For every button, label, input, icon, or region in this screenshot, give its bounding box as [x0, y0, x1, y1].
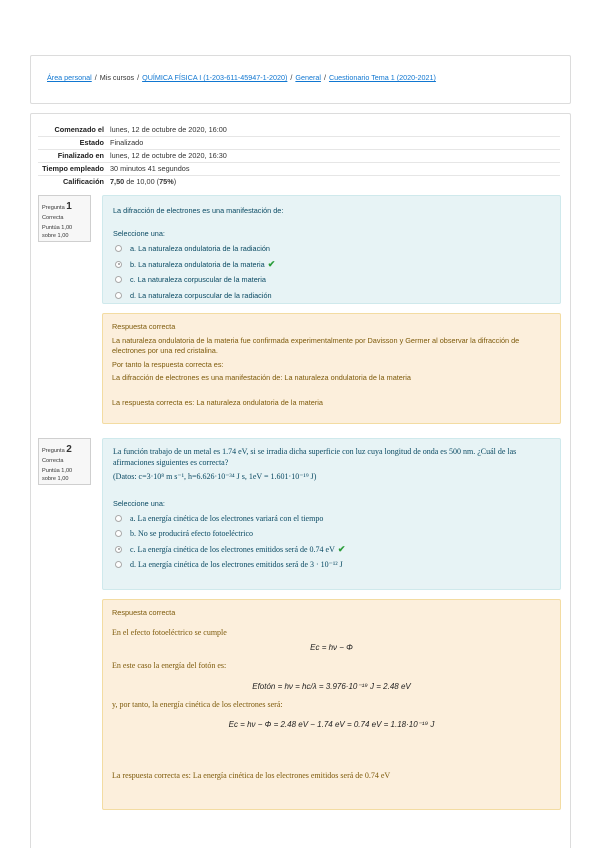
breadcrumb-quiz-link[interactable]: Cuestionario Tema 1 (2020-2021) [328, 73, 436, 82]
answer-option-b[interactable] [113, 526, 550, 542]
breadcrumb-separator: / [323, 73, 326, 82]
summary-label: Calificación [38, 175, 110, 188]
answer-option-a[interactable] [113, 511, 550, 527]
breadcrumb-separator: / [290, 73, 293, 82]
equation-1: Ec = hν − Φ [310, 643, 353, 653]
answer-label: b. No se producirá efecto fotoeléctrico [130, 529, 254, 539]
grade-line: Puntúa 1,00 [42, 468, 73, 475]
equation-3: Ec = hν − Φ = 2.48 eV − 1.74 eV = 0.74 eV = 1.18·10⁻¹⁹ J [228, 719, 435, 729]
question-1-formulation [102, 195, 561, 304]
question-state: Correcta [42, 458, 64, 464]
answer-label: d. La energía cinética de los electrones emitidos será de 3 · 10⁻¹² J [130, 560, 343, 570]
breadcrumb [47, 73, 436, 82]
summary-label: Finalizado en [38, 149, 110, 162]
feedback-title: Respuesta correcta [112, 322, 176, 331]
question-2-info [38, 438, 91, 485]
feedback-text: En el efecto fotoeléctrico se cumple [112, 627, 227, 637]
summary-label: Estado [38, 136, 110, 149]
radio-button[interactable] [115, 245, 122, 252]
answer-option-b[interactable] [113, 257, 550, 273]
radio-button-selected[interactable] [115, 261, 122, 268]
select-label: Seleccione una: [113, 498, 165, 508]
grade-line: Puntúa 1,00 [42, 225, 73, 232]
feedback-title: Respuesta correcta [112, 608, 176, 617]
grade-close: ) [173, 177, 177, 187]
summary-row [38, 136, 560, 149]
answer-option-d[interactable] [113, 557, 550, 573]
answer-label: a. La naturaleza ondulatoria de la radiación [130, 244, 270, 254]
select-label: Seleccione una: [113, 229, 165, 238]
equation-2: Efotón = hν = hc/λ = 3.976·10⁻¹⁹ J = 2.48 eV [252, 682, 411, 692]
feedback-text: La difracción de electrones es una manifestación de: La naturaleza ondulatoria de la materia [112, 373, 411, 383]
question-number [42, 200, 87, 213]
answer-label: c. La naturaleza corpuscular de la materia [130, 275, 266, 285]
question-data: (Datos: c=3·10⁸ m s⁻¹, h=6.626·10⁻³⁴ J s, 1eV = 1.601·10⁻¹⁹ J) [113, 471, 317, 481]
question-grade [42, 468, 87, 483]
attempt-summary-table [38, 123, 560, 188]
question-1-info [38, 195, 91, 242]
right-answer: La respuesta correcta es: La naturaleza ondulatoria de la materia [112, 397, 323, 407]
question-number-value: 2 [66, 444, 72, 455]
summary-value: lunes, 12 de octubre de 2020, 16:30 [110, 149, 560, 162]
summary-value: lunes, 12 de octubre de 2020, 16:00 [110, 124, 227, 134]
question-number-value: 1 [66, 201, 72, 212]
question-1-feedback [102, 313, 561, 424]
question-number [42, 443, 87, 456]
grade-suffix: de 10,00 ( [126, 177, 160, 187]
check-icon: ✔ [337, 543, 346, 554]
breadcrumb-my-courses: Mis cursos [99, 73, 135, 82]
summary-value: Finalizado [110, 136, 560, 149]
question-2-feedback [102, 599, 561, 810]
radio-button[interactable] [115, 561, 122, 568]
breadcrumb-separator: / [137, 73, 140, 82]
summary-row [38, 162, 560, 175]
breadcrumb-course-link[interactable]: QUÍMICA FÍSICA I (1-203-611-45947-1-2020) [142, 73, 288, 82]
question-text: La difracción de electrones es una manifestación de: [113, 206, 284, 215]
feedback-text: Por tanto la respuesta correcta es: [112, 359, 224, 369]
summary-row [38, 149, 560, 162]
radio-button[interactable] [115, 276, 122, 283]
answer-label: a. La energía cinética de los electrones variará con el tiempo [130, 513, 324, 523]
right-answer: La respuesta correcta es: La energía cinética de los electrones emitidos será de 0.74 eV [112, 771, 391, 781]
answer-options [113, 241, 550, 303]
question-label: Pregunta [42, 448, 65, 454]
breadcrumb-panel [30, 55, 571, 104]
answer-label: d. La naturaleza corpuscular de la radiación [130, 290, 272, 300]
feedback-text: y, por tanto, la energía cinética de los electrones será: [112, 699, 283, 709]
radio-button-selected[interactable] [115, 546, 122, 553]
summary-label: Tiempo empleado [38, 162, 110, 175]
answer-label: c. La energía cinética de los electrones emitidos será de 0.74 eV [130, 544, 335, 554]
grade-line: sobre 1,00 [42, 475, 69, 482]
answer-option-d[interactable] [113, 288, 550, 304]
grade-line: sobre 1,00 [42, 232, 69, 239]
question-grade [42, 225, 87, 240]
question-label: Pregunta [42, 205, 65, 211]
summary-row [38, 123, 560, 136]
summary-value: 30 minutos 41 segundos [110, 162, 560, 175]
check-icon: ✔ [267, 258, 276, 269]
feedback-text: La naturaleza ondulatoria de la materia fue confirmada experimentalmente por Davisson y Germer al observar la difracción de electrones por una red cristalina. [112, 335, 520, 356]
question-state: Correcta [42, 215, 64, 221]
answer-label: b. La naturaleza ondulatoria de la materia [130, 259, 265, 269]
breadcrumb-general-link[interactable]: General [295, 73, 321, 82]
answer-option-a[interactable] [113, 241, 550, 257]
breadcrumb-separator: / [94, 73, 97, 82]
radio-button[interactable] [115, 515, 122, 522]
breadcrumb-home-link[interactable]: Área personal [47, 73, 92, 82]
feedback-text: En este caso la energía del fotón es: [112, 660, 227, 670]
answer-options [113, 511, 550, 573]
radio-button[interactable] [115, 530, 122, 537]
radio-button[interactable] [115, 292, 122, 299]
grade-percent: 75% [159, 177, 174, 187]
question-2-formulation [102, 438, 561, 590]
summary-row-grade [38, 175, 560, 188]
grade-score: 7,50 [110, 177, 125, 187]
question-text: La función trabajo de un metal es 1.74 eV, si se irradia dicha superficie con luz cuya longitud de onda es 500 nm. ¿Cuál de las afirmaciones siguientes es correcta? [113, 447, 517, 467]
summary-grade-value [110, 175, 560, 188]
answer-option-c[interactable] [113, 272, 550, 288]
summary-label: Comenzado el [54, 124, 104, 134]
answer-option-c[interactable] [113, 542, 550, 558]
